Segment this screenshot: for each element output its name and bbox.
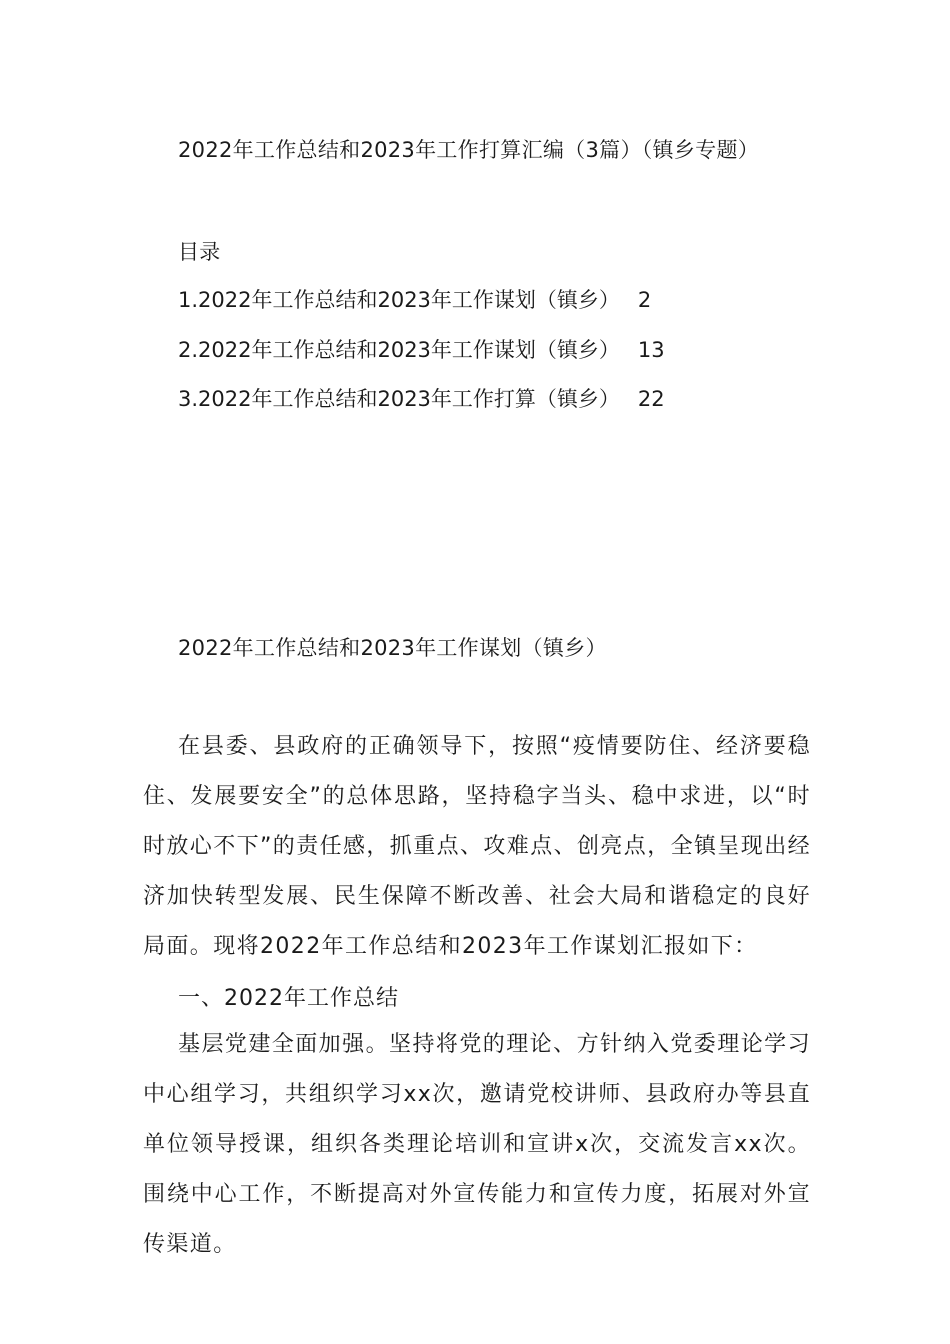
intro-paragraph: 在县委、县政府的正确领导下，按照“疫情要防住、经济要稳住、发展要安全”的总体思路，坚持稳字当头、稳中求进，以“时时放心不下”的责任感，抓重点、攻难点、创亮点，全镇呈现出经济加快转型发展、民生保障不断改善、社会大局和谐稳定的良好局面。现将2022年工作总结和2023年工作谋划汇报如下：: [143, 734, 811, 959]
document-title: 2022年工作总结和2023年工作打算汇编（3篇）（镇乡专题）: [178, 138, 760, 162]
toc-entry-page: 2: [637, 288, 652, 312]
toc-entry-label: 2.2022年工作总结和2023年工作谋划（镇乡）: [178, 338, 620, 362]
body-paragraph: 基层党建全面加强。坚持将党的理论、方针纳入党委理论学习中心组学习，共组织学习xx次，邀请党校讲师、县政府办等县直单位领导授课，组织各类理论培训和宣讲x次，交流发言xx次。围绕中心工作，不断提高对外宣传能力和宣传力度，拓展对外宣传渠道。: [143, 1032, 811, 1257]
toc-entry-label: 1.2022年工作总结和2023年工作谋划（镇乡）: [178, 288, 620, 312]
toc-entry-page: 22: [637, 387, 665, 411]
toc-entry-page: 13: [637, 338, 665, 362]
toc-entry[interactable]: [178, 385, 665, 413]
toc-entry[interactable]: [178, 336, 665, 364]
toc-entry-label: 3.2022年工作总结和2023年工作打算（镇乡）: [178, 387, 620, 411]
toc-heading: 目录: [178, 240, 221, 264]
section-title: 2022年工作总结和2023年工作谋划（镇乡）: [178, 636, 607, 660]
toc-entry[interactable]: [178, 286, 651, 314]
section-heading: 一、2022年工作总结: [178, 986, 399, 1011]
